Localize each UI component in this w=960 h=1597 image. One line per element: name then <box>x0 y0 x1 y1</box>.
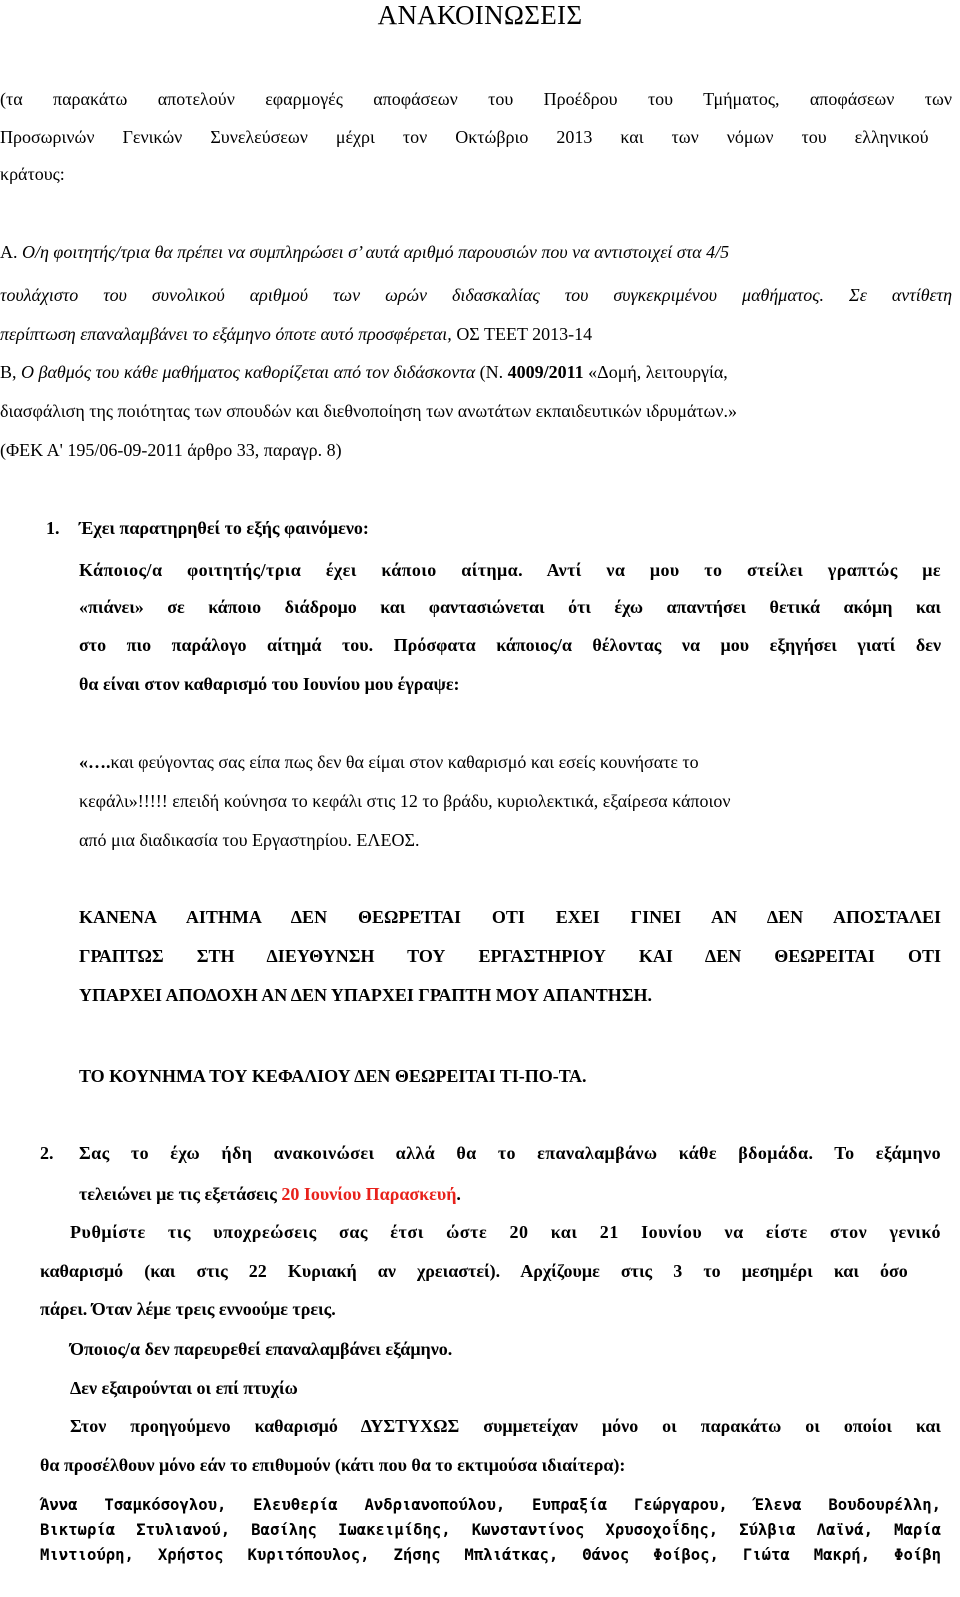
item-2-line-6: Όποιος/α δεν παρευρεθεί επαναλαμβάνει εξάμηνο. <box>70 1339 453 1359</box>
section-b-line-1 <box>0 362 728 383</box>
item-1-heading: Έχει παρατηρηθεί το εξής φαινόμενο: <box>79 518 369 538</box>
section-a-lead: Α. <box>0 242 22 262</box>
item-2-line-5: πάρει. Όταν λέμε τρεις εννοούμε τρεις. <box>40 1299 336 1319</box>
section-a-source: ΟΣ ΤΕΕΤ 2013-14 <box>451 324 593 344</box>
names-line-3: Μιντιούρη, Χρήστος Κυριτόπουλος, Ζήσης Μπλιάτκας, Θάνος Φοίβος, Γιώτα Μακρή, Φοίβη <box>40 1546 941 1564</box>
item-2-line-3: Ρυθμίστε τις υποχρεώσεις σας έτσι ώστε 20 και 21 Ιουνίου να είστε στον γενικό <box>70 1222 941 1242</box>
item-1-quote-2: κεφάλι»!!!!! επειδή κούνησα το κεφάλι στις 12 το βράδυ, κυριολεκτικά, εξαίρεσα κάποιον <box>79 791 731 811</box>
section-a-text-1: Ο/η φοιτητής/τρια θα πρέπει να συμπληρώσει σ’ αυτά αριθμό παρουσιών που να αντιστοιχεί στα 4/5 <box>22 242 730 262</box>
section-b-law-title: «Δομή, λειτουργία, <box>583 362 728 382</box>
exam-end-period: . <box>456 1184 461 1204</box>
item-1-quote-3: από μια διαδικασία του Εργαστηρίου. ΕΛΕΟΣ. <box>79 830 420 850</box>
section-b-law-number: 4009/2011 <box>507 362 584 382</box>
item-2-line-4: καθαρισμό (και στις 22 Κυριακή αν χρειαστεί). Αρχίζουμε στις 3 το μεσημέρι και όσο <box>40 1261 908 1281</box>
quote-open: «…. <box>79 752 111 772</box>
intro-line-1: (τα παρακάτω αποτελούν εφαρμογές αποφάσεων του Προέδρου του Τμήματος, αποφάσεων των <box>0 89 952 109</box>
item-1-para-4: θα είναι στον καθαρισμό του Ιουνίου μου έγραψε: <box>79 674 460 694</box>
intro-line-3: κράτους: <box>0 164 65 184</box>
section-b-text-1: Ο βαθμός του κάθε μαθήματος καθορίζεται από τον διδάσκοντα <box>21 362 476 382</box>
caps-line-4: ΤΟ ΚΟΥΝΗΜΑ ΤΟΥ ΚΕΦΑΛΙΟΥ ΔΕΝ ΘΕΩΡΕΙΤΑΙ ΤΙ-ΠΟ-ΤΑ. <box>79 1066 587 1086</box>
item-2-line-7: Δεν εξαιρούνται οι επί πτυχίω <box>70 1378 298 1398</box>
section-a-line-3 <box>0 324 592 345</box>
item-2-line-2 <box>79 1184 461 1205</box>
section-b-line-2: διασφάλιση της ποιότητας των σπουδών και διεθνοποίηση των ανωτάτων εκπαιδευτικών ιδρυμάτων.» <box>0 401 738 421</box>
names-line-2: Βικτωρία Στυλιανού, Βασίλης Ιωακειμίδης, Κωνσταντίνος Χρυσοχοΐδης, Σύλβια Λαϊνά, Μαρία <box>40 1521 941 1539</box>
section-b-lead: Β, <box>0 362 22 382</box>
caps-line-1: ΚΑΝΕΝΑ ΑΙΤΗΜΑ ΔΕΝ ΘΕΩΡΕΊΤΑΙ ΟΤΙ ΕΧΕΙ ΓΙΝΕΙ ΑΝ ΔΕΝ ΑΠΟΣΤΑΛΕΙ <box>79 907 941 927</box>
item-1-para-1: Κάποιος/α φοιτητής/τρια έχει κάποιο αίτημα. Αντί να μου το στείλει γραπτώς με <box>79 560 941 580</box>
quote-text-1: και φεύγοντας σας είπα πως δεν θα είμαι στον καθαρισμό και εσείς κουνήσατε το <box>110 752 699 772</box>
page-title: ΑΝΑΚΟΙΝΩΣΕΙΣ <box>377 0 583 30</box>
item-1-quote-1 <box>79 752 699 773</box>
section-a-line-1 <box>0 242 729 263</box>
item-2-number: 2. <box>40 1143 54 1163</box>
section-a-text-3: περίπτωση επαναλαμβάνει το εξάμηνο όποτε αυτό προσφέρεται, <box>0 324 452 344</box>
section-a-line-2: τουλάχιστο του συνολικού αριθμού των ωρών διδασκαλίας του συγκεκριμένου μαθήματος. Σε αντίθετη <box>0 285 952 305</box>
item-1-para-2: «πιάνει» σε κάποιο διάδρομο και φαντασιώνεται ότι έχω απαντήσει θετικά ακόμη και <box>79 597 941 617</box>
section-b-line-3: (ΦΕΚ Α' 195/06-09-2011 άρθρο 33, παραγρ. 8) <box>0 440 342 460</box>
exam-date-highlight: 20 Ιουνίου Παρασκευή <box>281 1184 457 1204</box>
intro-line-2: Προσωρινών Γενικών Συνελεύσεων μέχρι τον Οκτώβριο 2013 και των νόμων του ελληνικού <box>0 127 929 147</box>
item-1-para-3: στο πιο παράλογο αίτημά του. Πρόσφατα κάποιος/α θέλοντας να μου εξηγήσει γιατί δεν <box>79 635 941 655</box>
caps-line-3: ΥΠΑΡΧΕΙ ΑΠΟΔΟΧΗ ΑΝ ΔΕΝ ΥΠΑΡΧΕΙ ΓΡΑΠΤΗ ΜΟΥ ΑΠΑΝΤΗΣΗ. <box>79 985 653 1005</box>
caps-line-2: ΓΡΑΠΤΩΣ ΣΤΗ ΔΙΕΥΘΥΝΣΗ ΤΟΥ ΕΡΓΑΣΤΗΡΙΟΥ ΚΑΙ ΔΕΝ ΘΕΩΡΕΙΤΑΙ ΟΤΙ <box>79 946 941 966</box>
item-2-line-1: Σας το έχω ήδη ανακοινώσει αλλά θα το επαναλαμβάνω κάθε βδομάδα. Το εξάμηνο <box>79 1143 941 1163</box>
section-b-law-open: (Ν. <box>475 362 508 382</box>
exam-end-text: τελειώνει με τις εξετάσεις <box>79 1184 282 1204</box>
item-2-line-8: Στον προηγούμενο καθαρισμό ΔΥΣΤΥΧΩΣ συμμετείχαν μόνο οι παρακάτω οι οποίοι και <box>70 1416 941 1436</box>
item-1-number: 1. <box>46 518 60 538</box>
names-line-1: Άννα Τσαμκόσογλου, Ελευθερία Ανδριανοπούλου, Ευπραξία Γεώργαρου, Έλενα Βουδουρέλλη, <box>40 1496 941 1514</box>
item-2-line-9: θα προσέλθουν μόνο εάν το επιθυμούν (κάτι που θα το εκτιμούσα ιδιαίτερα): <box>40 1455 626 1475</box>
